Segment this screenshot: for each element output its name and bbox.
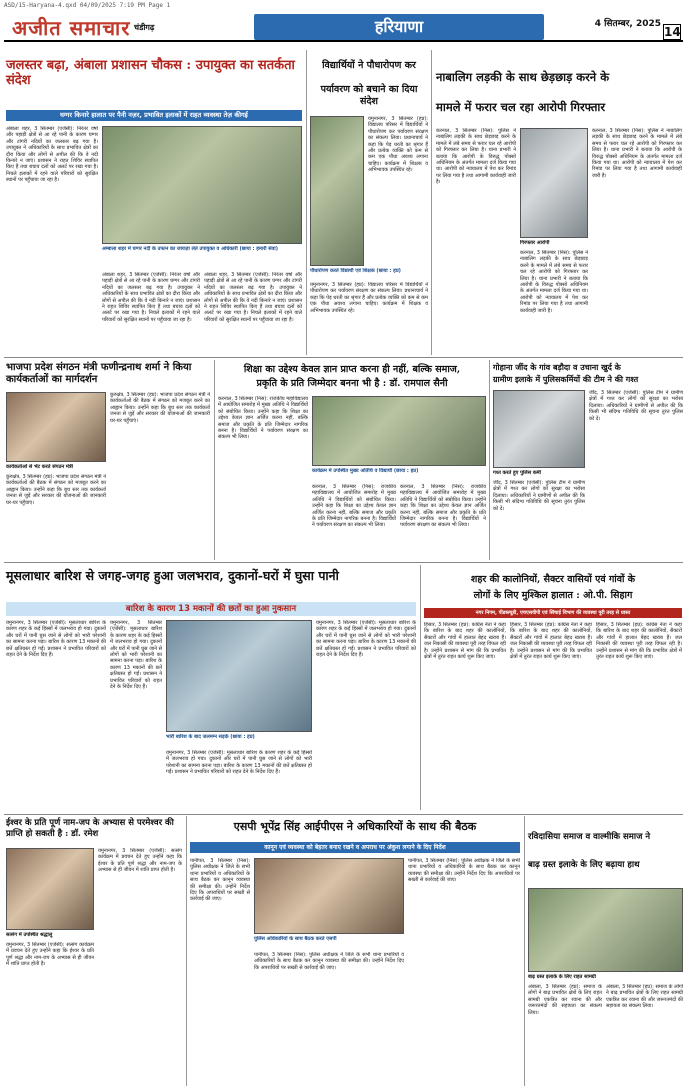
story-headline: नाबालिग लड़की के साथ छेड़छाड़ करने के [436, 70, 610, 84]
photo-caption: गश्त करते हुए पुलिस कर्मी [493, 470, 541, 476]
story-body-continued: जींद, 3 सितम्बर (एजेंसी): पुलिस टीम ने ग्रामीण क्षेत्रों में गश्त कर लोगों को सुरक्षा का भरोसा दिलाया। अधिकारियों ने ग्रामीणों से अपील की कि किसी भी संदिग्ध गतिविधि की सूचना तुरंत पुलिस को दें। [589, 390, 683, 422]
story-headline: ईश्वर के प्रति पूर्ण नाम-जप के अभ्यास से परमेश्वर की प्राप्ति हो सकती है : डॉ. रमेश [6, 818, 174, 839]
story-subhead: बारिश के कारण 13 मकानों की छतों का हुआ नुकसान [6, 602, 416, 616]
photo-caption: भारी बारिश के बाद जलमग्न सड़कें (छाया : हप्र) [166, 734, 255, 740]
newspaper-logo: अजीत समाचार [12, 16, 131, 40]
photo-caption: बाढ़ ग्रस्त इलाके के लिए राहत सामग्री [528, 974, 596, 980]
story-headline: मामले में फरार चल रहा आरोपी गिरफ्तार [436, 100, 606, 114]
photo-caption: पुलिस अधिकारियों के साथ बैठक करते एसपी [254, 936, 337, 942]
column-rule [431, 50, 432, 355]
story-body: यमुनानगर, 3 सितम्बर (हप्र): विद्यालय परिसर में विद्यार्थियों ने पौधारोपण कर पर्यावरण संरक्षण का संकल्प लिया। प्रधानाचार्य ने कहा कि पेड़ धरती का श्रृंगार हैं और प्रत्येक व्यक्ति को कम से कम एक पौधा अवश्य लगाना चाहिए। कार्यक्रम में शिक्षक व अभिभावक उपस्थित रहे। [368, 116, 428, 174]
news-photo [528, 888, 683, 972]
story-body-continued: अंबाला शहर, 3 सितम्बर (एजेंसी): निरंतर वर्षा और पहाड़ी क्षेत्रों से आ रहे पानी के कारण घग्गर और टांगरी नदियों का जलस्तर बढ़ गया है। उपायुक्त ने अधिकारियों के साथ प्रभावित क्षेत्रों का दौरा किया और लोगों से अपील की कि वे नदी किनारे न जाएं। प्रशासन ने राहत शिविर स्थापित किए हैं तथा बचाव दलों को अलर्ट पर रखा गया है। निचले इलाकों में रहने वाले परिवारों को सुरक्षित स्थानों पर पहुँचाया जा रहा है। [204, 272, 302, 323]
column-rule [306, 50, 307, 355]
story-headline: जलस्तर बढ़ा, अंबाला प्रशासन चौकस : उपायुक्त का सतर्कता संदेश [6, 58, 295, 88]
story-body: अंबाला, 3 सितम्बर (हप्र): समाज के लोगों ने बाढ़ प्रभावित क्षेत्रों के लिए राहत सामग्री एकत्रित कर रवाना की और जरूरतमंदों की सहायता का संकल्प लिया। [528, 984, 602, 1016]
news-photo [166, 620, 312, 732]
story-body-continued: अंबाला शहर, 3 सितम्बर (एजेंसी): निरंतर वर्षा और पहाड़ी क्षेत्रों से आ रहे पानी के कारण घग्गर और टांगरी नदियों का जलस्तर बढ़ गया है। उपायुक्त ने अधिकारियों के साथ प्रभावित क्षेत्रों का दौरा किया और लोगों से अपील की कि वे नदी किनारे न जाएं। प्रशासन ने राहत शिविर स्थापित किए हैं तथा बचाव दलों को अलर्ट पर रखा गया है। निचले इलाकों में रहने वाले परिवारों को सुरक्षित स्थानों पर पहुँचाया जा रहा है। [102, 272, 200, 323]
story-body-continued: यमुनानगर, 3 सितम्बर (हप्र): विद्यालय परिसर में विद्यार्थियों ने पौधारोपण कर पर्यावरण संरक्षण का संकल्प लिया। प्रधानाचार्य ने कहा कि पेड़ धरती का श्रृंगार हैं और प्रत्येक व्यक्ति को कम से कम एक पौधा अवश्य लगाना चाहिए। कार्यक्रम में शिक्षक व अभिभावक उपस्थित रहे। [310, 282, 428, 314]
news-photo [493, 390, 585, 468]
story-headline: भाजपा प्रदेश संगठन मंत्री फणीन्द्रनाथ शर्मा ने किया कार्यकर्ताओं का मार्गदर्शन [6, 362, 192, 385]
story-body: अंबाला शहर, 3 सितम्बर (एजेंसी): निरंतर वर्षा और पहाड़ी क्षेत्रों से आ रहे पानी के कारण घग्गर और टांगरी नदियों का जलस्तर बढ़ गया है। उपायुक्त ने अधिकारियों के साथ प्रभावित क्षेत्रों का दौरा किया और लोगों से अपील की कि वे नदी किनारे न जाएं। प्रशासन ने राहत शिविर स्थापित किए हैं तथा बचाव दलों को अलर्ट पर रखा गया है। निचले इलाकों में रहने वाले परिवारों को सुरक्षित स्थानों पर पहुँचाया जा रहा है। [6, 126, 98, 184]
story-body-continued: हिसार, 3 सितम्बर (हप्र): कांग्रेस नेता ने कहा कि बारिश के बाद शहर की कालोनियों, सैक्टरों और गांवों में हालात बेहद खराब हैं। जल निकासी की व्यवस्था पूरी तरह विफल रही है। उन्होंने प्रशासन से मांग की कि प्रभावित क्षेत्रों में तुरंत राहत कार्य शुरू किए जाएं। [596, 622, 682, 661]
story-headline: मूसलाधार बारिश से जगह-जगह हुआ जलभराव, दुकानों-घरों में घुसा पानी [6, 568, 339, 583]
story-body-continued: पानीपत, 3 सितम्बर (निस): पुलिस अधीक्षक ने जिले के सभी थाना प्रभारियों व अधिकारियों के साथ बैठक कर कानून व्यवस्था की समीक्षा की। उन्होंने निर्देश दिए कि अपराधियों पर सख्ती से कार्रवाई की जाए। [408, 858, 520, 884]
column-rule [489, 360, 490, 560]
story-body: हिसार, 3 सितम्बर (हप्र): कांग्रेस नेता ने कहा कि बारिश के बाद शहर की कालोनियों, सैक्टरों और गांवों में हालात बेहद खराब हैं। जल निकासी की व्यवस्था पूरी तरह विफल रही है। उन्होंने प्रशासन से मांग की कि प्रभावित क्षेत्रों में तुरंत राहत कार्य शुरू किए जाएं। [424, 622, 506, 661]
column-rule [524, 816, 525, 1086]
story-headline: गोहाना जींद के गांव बड़ौदा व उचाना खुर्द के [493, 362, 621, 372]
story-body-continued: कुरुक्षेत्र, 3 सितम्बर (हप्र): भाजपा प्रदेश संगठन मंत्री ने कार्यकर्ताओं की बैठक में संगठन को मजबूत करने का आह्वान किया। उन्होंने कहा कि बूथ स्तर तक कार्यकर्ता जनता से जुड़ें और सरकार की योजनाओं की जानकारी घर-घर पहुँचाएं। [6, 474, 106, 506]
page-number: 14 [664, 25, 681, 39]
column-rule [186, 816, 187, 1086]
story-headline: पर्यावरण को बचाने का दिया संदेश [320, 84, 418, 107]
news-photo [520, 128, 588, 238]
story-body: जींद, 3 सितम्बर (एजेंसी): पुलिस टीम ने ग्रामीण क्षेत्रों में गश्त कर लोगों को सुरक्षा का भरोसा दिलाया। अधिकारियों ने ग्रामीणों से अपील की कि किसी भी संदिग्ध गतिविधि की सूचना तुरंत पुलिस को दें। [493, 480, 585, 512]
section-divider [4, 814, 683, 815]
story-headline: बाढ़ ग्रस्त इलाके के लिए बढ़ाया हाथ [528, 860, 640, 870]
news-photo [254, 858, 404, 934]
photo-caption: पौधारोपण करते विद्यार्थी एवं शिक्षक (छाया : हप्र) [310, 268, 401, 274]
story-body-continued: हिसार, 3 सितम्बर (हप्र): कांग्रेस नेता ने कहा कि बारिश के बाद शहर की कालोनियों, सैक्टरों और गांवों में हालात बेहद खराब हैं। जल निकासी की व्यवस्था पूरी तरह विफल रही है। उन्होंने प्रशासन से मांग की कि प्रभावित क्षेत्रों में तुरंत राहत कार्य शुरू किए जाएं। [510, 622, 592, 661]
story-body: करनाल, 3 सितम्बर (निस): राजकीय महाविद्यालय में आयोजित समारोह में मुख्य अतिथि ने विद्यार्थियों को संबोधित किया। उन्होंने कहा कि शिक्षा का उद्देश्य केवल ज्ञान अर्जित करना नहीं, बल्कि समाज और प्रकृति के प्रति जिम्मेदार नागरिक बनना है। विद्यार्थियों ने पर्यावरण संरक्षण का संकल्प भी लिया। [218, 396, 308, 441]
story-subhead: घग्गर किनारे हालात पर पैनी नज़र, प्रभावित इलाकों में राहत व्यवस्था तेज़ कीगई [6, 110, 302, 121]
story-headline: प्रकृति के प्रति जिम्मेदार बनना भी है : डॉ. रामपाल सैनी [256, 378, 448, 389]
story-headline: शहर की कालोनियों, सैक्टर वासियों एवं गांवों के [470, 574, 636, 585]
news-photo [6, 848, 94, 930]
story-body-continued: यमुनानगर, 3 सितम्बर (एजेंसी): मूसलाधार बारिश के कारण शहर के कई हिस्सों में जलभराव हो गया। दुकानों और घरों में पानी घुस जाने से लोगों को भारी परेशानी का सामना करना पड़ा। बारिश के कारण 13 मकानों की छतें क्षतिग्रस्त हो गईं। प्रशासन ने प्रभावित परिवारों को राहत देने के निर्देश दिए हैं। [316, 620, 416, 659]
story-body-continued: करनाल, 3 सितम्बर (निस): राजकीय महाविद्यालय में आयोजित समारोह में मुख्य अतिथि ने विद्यार्थियों को संबोधित किया। उन्होंने कहा कि शिक्षा का उद्देश्य केवल ज्ञान अर्जित करना नहीं, बल्कि समाज और प्रकृति के प्रति जिम्मेदार नागरिक बनना है। विद्यार्थियों ने पर्यावरण संरक्षण का संकल्प भी लिया। [312, 484, 396, 529]
news-photo [312, 396, 486, 466]
story-body-continued: करनाल, 3 सितम्बर (निस): पुलिस ने नाबालिग लड़की के साथ छेड़छाड़ करने के मामले में लंबे समय से फरार चल रहे आरोपी को गिरफ्तार कर लिया है। थाना प्रभारी ने बताया कि आरोपी के विरुद्ध पोक्सो अधिनियम के अंतर्गत मामला दर्ज किया गया था। आरोपी को न्यायालय में पेश कर रिमांड पर लिया गया है तथा आगामी कार्यवाही जारी है। [592, 128, 682, 179]
story-body: करनाल, 3 सितम्बर (निस): पुलिस ने नाबालिग लड़की के साथ छेड़छाड़ करने के मामले में लंबे समय से फरार चल रहे आरोपी को गिरफ्तार कर लिया है। थाना प्रभारी ने बताया कि आरोपी के विरुद्ध पोक्सो अधिनियम के अंतर्गत मामला दर्ज किया गया था। आरोपी को न्यायालय में पेश कर रिमांड पर लिया गया है तथा आगामी कार्यवाही जारी है। [436, 128, 516, 186]
column-rule [420, 565, 421, 810]
story-body: कुरुक्षेत्र, 3 सितम्बर (हप्र): भाजपा प्रदेश संगठन मंत्री ने कार्यकर्ताओं की बैठक में संगठन को मजबूत करने का आह्वान किया। उन्होंने कहा कि बूथ स्तर तक कार्यकर्ता जनता से जुड़ें और सरकार की योजनाओं की जानकारी घर-घर पहुँचाएं। [110, 392, 210, 424]
news-photo [102, 126, 302, 244]
news-photo [310, 116, 364, 266]
story-body-continued: करनाल, 3 सितम्बर (निस): राजकीय महाविद्यालय में आयोजित समारोह में मुख्य अतिथि ने विद्यार्थियों को संबोधित किया। उन्होंने कहा कि शिक्षा का उद्देश्य केवल ज्ञान अर्जित करना नहीं, बल्कि समाज और प्रकृति के प्रति जिम्मेदार नागरिक बनना है। विद्यार्थियों ने पर्यावरण संरक्षण का संकल्प भी लिया। [400, 484, 486, 529]
edition-city: चंडीगढ़ [134, 23, 155, 32]
photo-caption: अम्बाला शहर में घग्गर नदी के उफान का जायज़ा लेते उपायुक्त व अधिकारी (छाया : हमारी सेवा) [102, 246, 279, 252]
story-body-continued: यमुनानगर, 3 सितम्बर (एजेंसी): सत्संग कार्यक्रम में प्रवचन देते हुए उन्होंने कहा कि ईश्वर के प्रति पूर्ण श्रद्धा और नाम-जप के अभ्यास से ही जीवन में शांति प्राप्त होती है। [6, 942, 94, 968]
story-headline: लोगों के लिए मुश्किल हालात : ओ.पी. सिहाग [473, 590, 633, 601]
story-body: यमुनानगर, 3 सितम्बर (एजेंसी): मूसलाधार बारिश के कारण शहर के कई हिस्सों में जलभराव हो गया। दुकानों और घरों में पानी घुस जाने से लोगों को भारी परेशानी का सामना करना पड़ा। बारिश के कारण 13 मकानों की छतें क्षतिग्रस्त हो गईं। प्रशासन ने प्रभावित परिवारों को राहत देने के निर्देश दिए हैं। [6, 620, 106, 659]
section-divider [4, 562, 683, 563]
section-divider [4, 357, 683, 358]
print-slug: ASD/15-Haryana-4.qxd 04/09/2025 7:19 PM Page 1 [4, 2, 171, 9]
photo-caption: गिरफ्तार आरोपी [520, 240, 550, 246]
story-headline: एसपी भूपेंद्र सिंह आईपीएस ने अधिकारियों के साथ की बैठक [233, 820, 477, 833]
column-rule [214, 360, 215, 560]
issue-date: 4 सितम्बर, 2025 [594, 19, 661, 29]
photo-caption: सत्संग में उपस्थित श्रद्धालु [6, 932, 53, 938]
story-headline: रविदासिया समाज व वाल्मीकि समाज ने [528, 832, 651, 842]
story-body-continued: यमुनानगर, 3 सितम्बर (एजेंसी): मूसलाधार बारिश के कारण शहर के कई हिस्सों में जलभराव हो गया। दुकानों और घरों में पानी घुस जाने से लोगों को भारी परेशानी का सामना करना पड़ा। बारिश के कारण 13 मकानों की छतें क्षतिग्रस्त हो गईं। प्रशासन ने प्रभावित परिवारों को राहत देने के निर्देश दिए हैं। [110, 620, 162, 691]
story-body-continued: पानीपत, 3 सितम्बर (निस): पुलिस अधीक्षक ने जिले के सभी थाना प्रभारियों व अधिकारियों के साथ बैठक कर कानून व्यवस्था की समीक्षा की। उन्होंने निर्देश दिए कि अपराधियों पर सख्ती से कार्रवाई की जाए। [254, 952, 404, 971]
story-body: यमुनानगर, 3 सितम्बर (एजेंसी): सत्संग कार्यक्रम में प्रवचन देते हुए उन्होंने कहा कि ईश्वर के प्रति पूर्ण श्रद्धा और नाम-जप के अभ्यास से ही जीवन में शांति प्राप्त होती है। [98, 848, 182, 874]
story-body: पानीपत, 3 सितम्बर (निस): पुलिस अधीक्षक ने जिले के सभी थाना प्रभारियों व अधिकारियों के साथ बैठक कर कानून व्यवस्था की समीक्षा की। उन्होंने निर्देश दिए कि अपराधियों पर सख्ती से कार्रवाई की जाए। [190, 858, 250, 903]
story-headline: शिक्षा का उद्देश्य केवल ज्ञान प्राप्त करना ही नहीं, बल्कि समाज, [243, 364, 461, 375]
masthead [4, 12, 683, 42]
story-headline: विद्यार्थियों ने पौधारोपण कर [322, 60, 416, 71]
section-title: हरियाणा [254, 14, 544, 40]
story-body-continued: अंबाला, 3 सितम्बर (हप्र): समाज के लोगों ने बाढ़ प्रभावित क्षेत्रों के लिए राहत सामग्री एकत्रित कर रवाना की और जरूरतमंदों की सहायता का संकल्प लिया। [606, 984, 683, 1010]
story-headline: ग्रामीण इलाके में पुलिसकर्मियों की टीम ने की गश्त [493, 374, 639, 384]
story-body-continued: करनाल, 3 सितम्बर (निस): पुलिस ने नाबालिग लड़की के साथ छेड़छाड़ करने के मामले में लंबे समय से फरार चल रहे आरोपी को गिरफ्तार कर लिया है। थाना प्रभारी ने बताया कि आरोपी के विरुद्ध पोक्सो अधिनियम के अंतर्गत मामला दर्ज किया गया था। आरोपी को न्यायालय में पेश कर रिमांड पर लिया गया है तथा आगामी कार्यवाही जारी है। [520, 250, 588, 314]
story-subhead: नगर निगम, पीडब्ल्यूडी, एचएसवीपी एवं सिंचाई विभाग की व्यवस्था पूरी तरह से ध्वस्त [424, 608, 682, 618]
story-subhead: कानून एवं व्यवस्था को बेहतर बनाए रखने व अपराध पर अंकुश लगाने के दिए निर्देश [190, 842, 520, 853]
photo-caption: कार्यक्रम में उपस्थित मुख्य अतिथि व विद्यार्थी (छाया : हप्र) [312, 468, 419, 474]
news-photo [6, 392, 106, 462]
photo-caption: कार्यकर्ताओं से भेंट करते संगठन मंत्री [6, 464, 73, 470]
story-body-continued: यमुनानगर, 3 सितम्बर (एजेंसी): मूसलाधार बारिश के कारण शहर के कई हिस्सों में जलभराव हो गया। दुकानों और घरों में पानी घुस जाने से लोगों को भारी परेशानी का सामना करना पड़ा। बारिश के कारण 13 मकानों की छतें क्षतिग्रस्त हो गईं। प्रशासन ने प्रभावित परिवारों को राहत देने के निर्देश दिए हैं। [166, 750, 312, 776]
